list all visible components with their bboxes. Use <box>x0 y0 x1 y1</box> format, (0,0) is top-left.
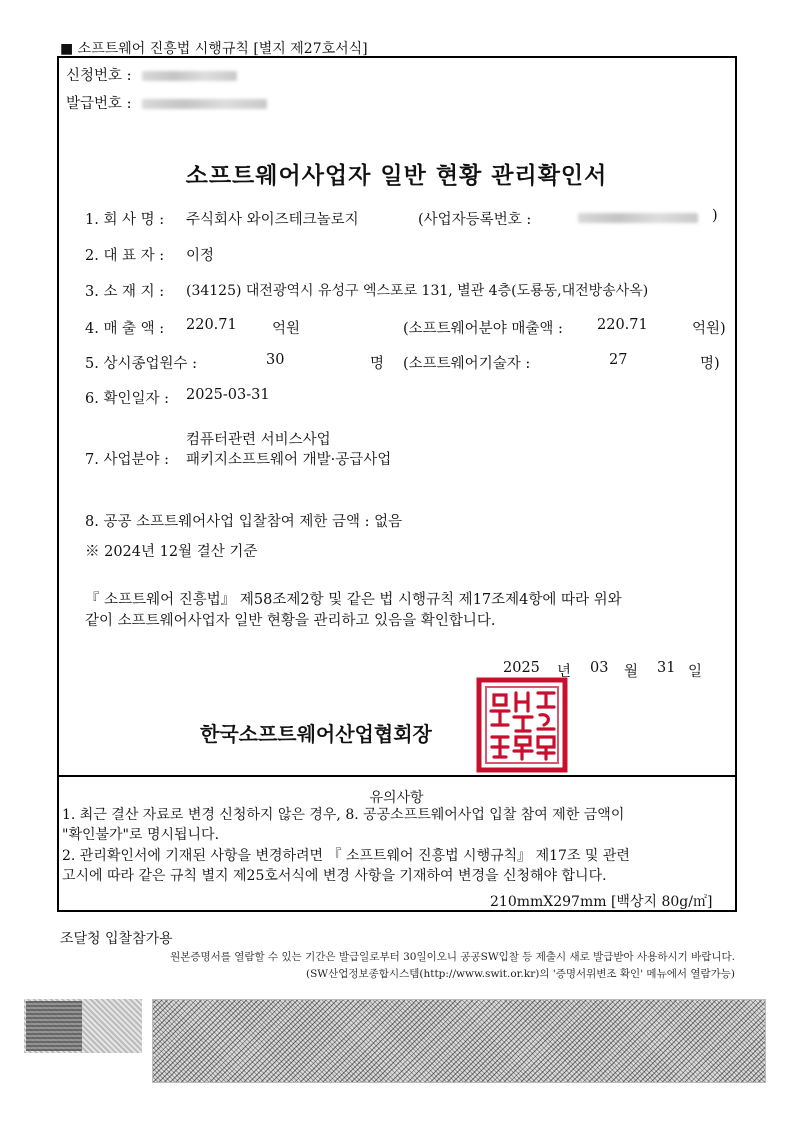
issue-number <box>66 92 267 113</box>
sw-revenue-value: 220.71 <box>597 317 648 333</box>
revenue-label: 4. 매 출 액 : <box>85 321 165 337</box>
employees-label: 5. 상시종업원수 : <box>85 356 197 372</box>
revenue-unit: 억원 <box>272 321 301 337</box>
issue-month-unit: 월 <box>624 664 639 680</box>
sw-engineers-unit: 명) <box>700 356 720 372</box>
statement-line-1: 『 소프트웨어 진흥법』 제58조제2항 및 같은 법 시행규칙 제17조제4항에 따라 위와 <box>85 592 622 608</box>
issue-day-unit: 일 <box>688 664 703 680</box>
bid-limit: 8. 공공 소프트웨어사업 입찰참여 제한 금액 : 없음 <box>85 514 403 530</box>
issue-number-label: 발급번호 : <box>66 96 132 112</box>
revenue-value: 220.71 <box>186 317 237 333</box>
sw-engineers-label: (소프트웨어기술자 : <box>403 356 531 372</box>
statement-line-2: 같이 소프트웨어사업자 일반 현황을 관리하고 있음을 확인합니다. <box>85 613 496 629</box>
note-1b: "확인불가"로 명시됩니다. <box>62 827 220 843</box>
redacted-business-reg-number <box>578 213 698 223</box>
sw-revenue-label: (소프트웨어분야 매출액 : <box>403 321 563 337</box>
sw-revenue-unit: 억원) <box>692 321 726 337</box>
note-2b: 고시에 따라 같은 규칙 별지 제25호서식에 변경 사항을 기재하여 변경을 신청해야 합니다. <box>62 868 607 884</box>
note-1a: 1. 최근 결산 자료로 변경 신청하지 않은 경우, 8. 공공소프트웨어사업 입찰 참여 제한 금액이 <box>62 807 625 823</box>
redacted-application-number <box>142 71 237 81</box>
application-number <box>66 64 237 85</box>
viewing-notice-1: 원본증명서를 열람할 수 있는 기간은 발급일로부터 30일이오니 공공SW입찰 등 제출시 새로 발급받아 사용하시기 바랍니다. <box>170 951 735 963</box>
anti-forgery-barcode <box>152 999 766 1083</box>
form-header: ■ 소프트웨어 진흥법 시행규칙 [별지 제27호서식] <box>60 41 368 57</box>
ceo-value: 이정 <box>186 248 215 264</box>
issue-year-unit: 년 <box>557 664 572 680</box>
official-seal <box>476 677 568 773</box>
employees-value: 30 <box>266 352 285 368</box>
usage-purpose: 조달청 입찰참가용 <box>60 931 173 947</box>
original-stamp-mark <box>26 1001 82 1051</box>
employees-unit: 명 <box>370 356 385 372</box>
confirm-date-value: 2025-03-31 <box>186 387 270 403</box>
ceo-label: 2. 대 표 자 : <box>85 248 165 264</box>
confirm-date-label: 6. 확인일자 : <box>85 391 169 407</box>
company-name-label: 1. 회 사 명 : <box>85 212 165 228</box>
issue-month: 03 <box>590 660 609 676</box>
business-field-2: 패키지소프트웨어 개발·공급사업 <box>186 452 392 468</box>
paper-spec: 210mmX297mm [백상지 80g/㎡] <box>490 894 713 910</box>
issue-year: 2025 <box>503 660 540 676</box>
address-value: (34125) 대전광역시 유성구 엑스포로 131, 별관 4층(도룡동,대전방송사옥) <box>186 283 649 299</box>
address-label: 3. 소 재 지 : <box>85 284 165 300</box>
note-2a: 2. 관리확인서에 기재된 사항을 변경하려면 『 소프트웨어 진흥법 시행규칙』 제17조 및 관련 <box>62 848 630 864</box>
application-number-label: 신청번호 : <box>66 68 132 84</box>
business-reg-label: (사업자등록번호 : <box>418 212 532 228</box>
viewing-notice-2: (SW산업정보종합시스템(http://www.swit.or.kr)의 '증명서위변조 확인' 메뉴에서 열람가능) <box>306 968 735 980</box>
settlement-basis: ※ 2024년 12월 결산 기준 <box>85 544 258 560</box>
sw-engineers-value: 27 <box>609 352 628 368</box>
issuer-name: 한국소프트웨어산업협회장 <box>200 722 432 746</box>
business-field-label: 7. 사업분야 : <box>85 452 169 468</box>
business-field-1: 컴퓨터관련 서비스사업 <box>186 432 331 448</box>
notes-heading: 유의사항 <box>369 790 424 806</box>
business-reg-close: ) <box>712 208 718 224</box>
company-name-value: 주식회사 와이즈테크놀로지 <box>186 212 359 228</box>
notes-separator <box>57 775 737 777</box>
issue-day: 31 <box>657 660 676 676</box>
redacted-issue-number <box>142 99 267 109</box>
document-title: 소프트웨어사업자 일반 현황 관리확인서 <box>185 163 608 189</box>
